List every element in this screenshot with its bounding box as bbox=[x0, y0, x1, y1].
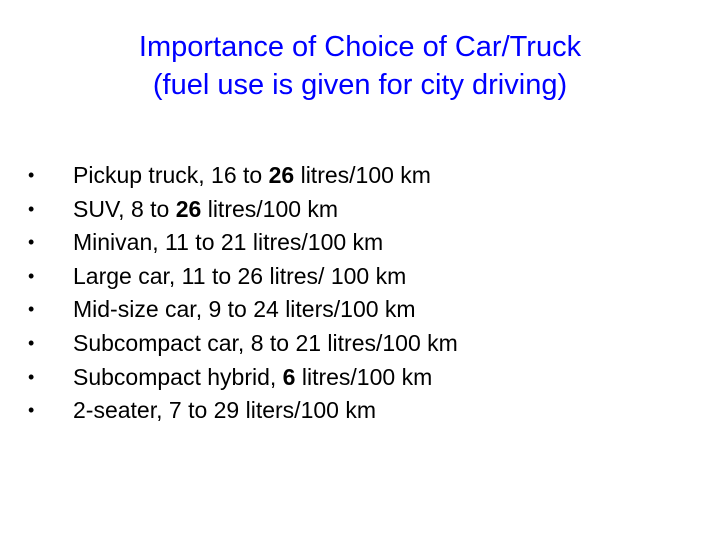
bullet-text-post: litres/100 km bbox=[201, 195, 339, 222]
bullet-text bbox=[73, 394, 376, 428]
bullet-text bbox=[73, 226, 383, 260]
bullet-point-icon: • bbox=[28, 366, 35, 387]
bullet-text-pre: Subcompact car, 8 to 21 litres/100 km bbox=[73, 329, 458, 356]
slide-title bbox=[40, 28, 680, 104]
bullet-text-pre: Subcompact hybrid, bbox=[73, 363, 283, 390]
bullet-text-pre: Mid-size car, 9 to 24 liters/100 km bbox=[73, 296, 416, 323]
bullet-point-icon: • bbox=[28, 299, 35, 320]
slide-title-line-2: (fuel use is given for city driving) bbox=[152, 69, 568, 101]
bullet-text bbox=[73, 260, 406, 294]
bullet-point-icon: • bbox=[28, 165, 35, 185]
bullet-text-bold: 6 bbox=[282, 363, 296, 390]
bullet-text-bold: 26 bbox=[175, 195, 202, 222]
bullet-item-pickup-truck bbox=[28, 159, 698, 193]
bullet-text-pre: Minivan, 11 to 21 litres/100 km bbox=[73, 229, 384, 256]
bullet-list bbox=[28, 159, 698, 428]
bullet-item-2-seater bbox=[28, 394, 698, 428]
bullet-text bbox=[73, 361, 432, 395]
bullet-text-pre: SUV, 8 to bbox=[73, 195, 176, 222]
bullet-text-pre: Large car, 11 to 26 litres/ 100 km bbox=[73, 262, 407, 289]
bullet-text bbox=[73, 159, 431, 193]
bullet-text bbox=[73, 193, 338, 227]
bullet-item-mid-size-car bbox=[28, 293, 698, 327]
bullet-text-post: litres/100 km bbox=[294, 162, 431, 188]
bullet-point-icon: • bbox=[28, 198, 35, 219]
slide-title-line-1: Importance of Choice of Car/Truck bbox=[138, 31, 582, 63]
bullet-text-bold: 26 bbox=[268, 162, 295, 188]
bullet-text-pre: Pickup truck, 16 to bbox=[73, 162, 269, 188]
bullet-item-subcompact-car bbox=[28, 327, 698, 361]
bullet-point-icon: • bbox=[28, 332, 35, 353]
bullet-item-minivan bbox=[28, 226, 698, 260]
bullet-point-icon: • bbox=[28, 265, 35, 286]
bullet-text-pre: 2-seater, 7 to 29 liters/100 km bbox=[73, 397, 376, 424]
bullet-text bbox=[73, 327, 458, 361]
bullet-item-suv bbox=[28, 193, 698, 227]
bullet-point-icon: • bbox=[28, 232, 35, 253]
bullet-text bbox=[73, 293, 416, 327]
bullet-item-subcompact-hybrid bbox=[28, 361, 698, 395]
bullet-point-icon: • bbox=[28, 400, 35, 421]
bullet-item-large-car bbox=[28, 260, 698, 294]
bullet-text-post: litres/100 km bbox=[295, 363, 433, 390]
